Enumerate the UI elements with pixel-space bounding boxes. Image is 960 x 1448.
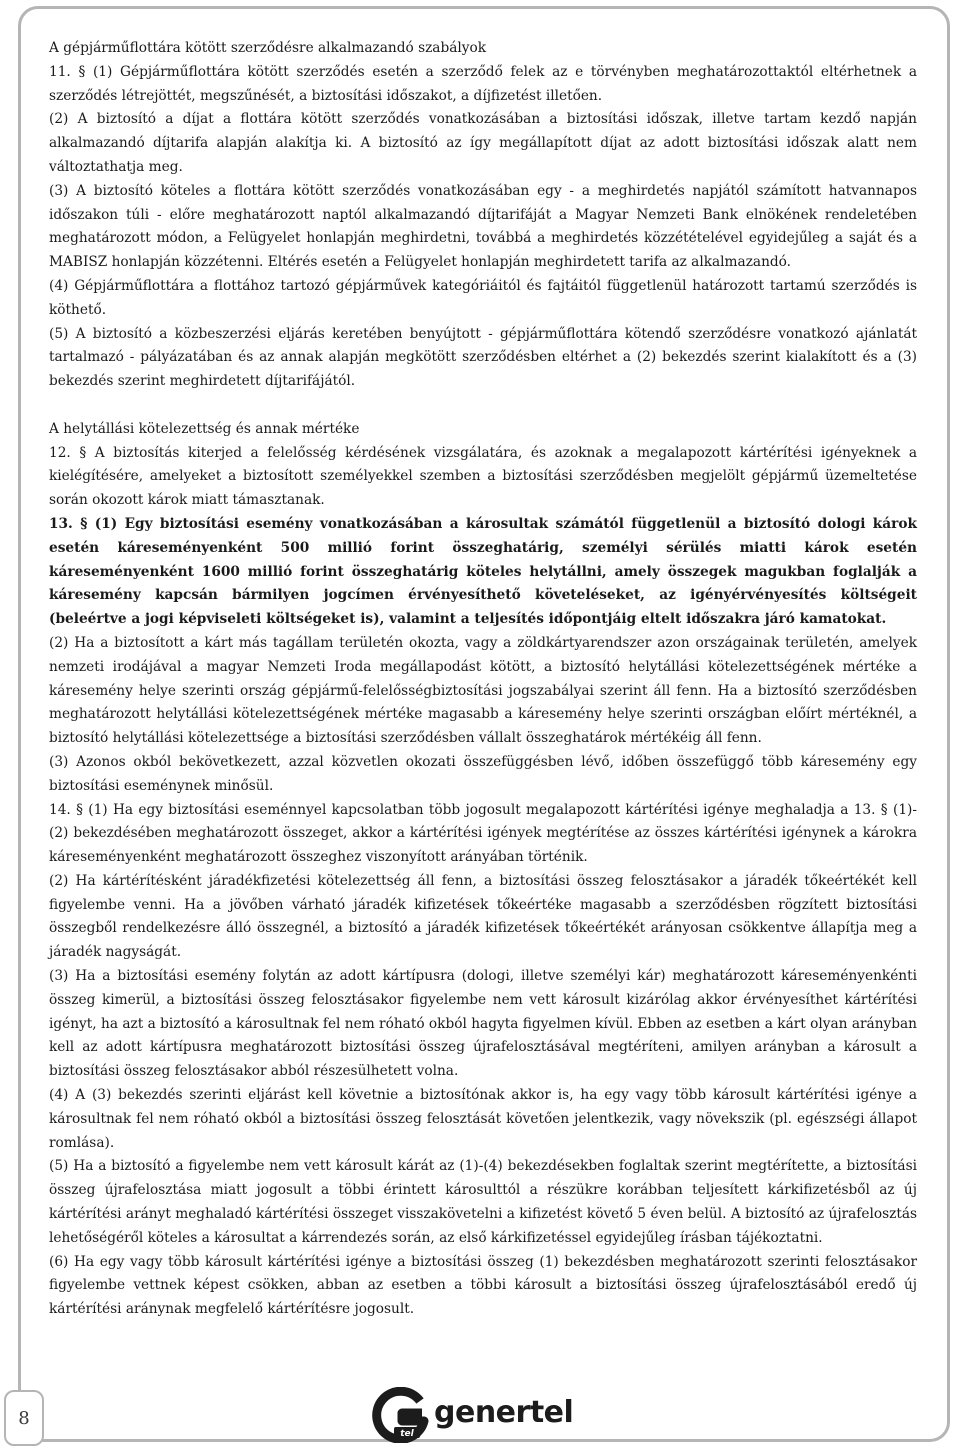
paragraph-12: 12. § A biztosítás kiterjed a felelősség kérdésének vizsgálatára, és azoknak a megalapozott kártérítési igényeknek a kielégítésére, amelyeket a biztosított személyekkel szemben a biztosítási szerződésben megjelölt gépjármű üzemeltetése során okozott károk miatt támasztanak. [49,444,917,509]
paragraph-11-2: (2) A biztosító a díjat a flottára kötött szerződés vonatkozásában a biztosítási időszak, illetve tartam kezdő napján alkalmazandó díjtarifa alapján alakítja ki. A biztosító az így megállapított díjat az adott biztosítási időszak alatt nem változtathatja meg. [49,111,917,175]
paragraph-13-3: (3) Azonos okból bekövetkezett, azzal közvetlen okozati összefüggésben lévő, időben összefüggő több káresemény egy biztosítási eseménynek minősül. [49,753,917,794]
paragraph-11-3: (3) A biztosító köteles a flottára kötött szerződés vonatkozásában egy - a meghirdetés napjától számított hatvannapos időszakon túli - előre meghatározott naptól alkalmazandó díjtarifáját a Magyar Nemzeti Bank elnökének rendeletében meghatározott módon, a Felügyelet honlapján meghirdetni, továbbá a meghirdetés közzétételével egyidejűleg a saját és a MABISZ honlapján közzétenni. Eltérés esetén a Felügyelet honlapján meghirdetett tarifa az alkalmazandó. [49,182,917,271]
svg-text:tel: tel [400,1429,414,1439]
paragraph-14-4: (4) A (3) bekezdés szerinti eljárást kell követnie a biztosítónak akkor is, ha egy vagy több károsult kártérítési igénye a károsultnak fel nem róható okból a biztosítási összeg felosztását követően jelentkezik, vagy növekszik (pl. egészségi állapot romlása). [49,1087,917,1151]
paragraph-11-1: 11. § (1) Gépjárműflottára kötött szerződés esetén a szerződő felek az e törvényben meghatározottaktól eltérhetnek a szerződés létrejöttét, megszűnését, a biztosítási időszakot, a díjfizetést illetően. [49,63,917,104]
paragraph-11-5: (5) A biztosító a közbeszerzési eljárás keretében benyújtott - gépjárműflottára kötendő szerződésre vonatkozó ajánlatát tartalmazó - pályázatában és az annak alapján megkötött szerződésben eltérhet a (2) bekezdés szerint kialakított és a (3) bekezdés szerint meghirdetett díjtarifájától. [49,325,917,390]
section-heading-helytallas: A helytállási kötelezettség és annak mértéke [49,420,360,437]
genertel-logo [372,1385,574,1445]
section-heading-flotta: A gépjárműflottára kötött szerződésre alkalmazandó szabályok [49,40,487,56]
paragraph-14-3: (3) Ha a biztosítási esemény folytán az adott kártípusra (dologi, illetve személyi kár) meghatározott káreseményenkénti összeg kimerül, a biztosítási összeg felosztásakor figyelembe nem vett károsult kizárólag akkor érvényesíthet kártérítési igényt, ha azt a biztosító a károsultnak fel nem róható okból hagyta figyelmen kívül. Ebben az esetben a kárt olyan arányban kell az adott kártípusra meghatározott biztosítási összeg újrafelosztásával megtéríteni, amilyen arányban a károsult a biztosítási összeg felosztásakor abból részesülhetett volna. [49,968,917,1080]
paragraph-13-1: 13. § (1) Egy biztosítási esemény vonatkozásában a károsultak számától függetlenül a biztosító dologi károk esetén káreseményenként 500 millió forint összeghatárig, személyi sérülés miatti károk esetén káreseményenként 1600 millió forint összeghatárig köteles helytállni, amely összegek magukban foglalják a káresemény kapcsán bármilyen jogcímen érvényesíthető követeléseket, az igényérvényesítés költségeit (beleértve a jogi képviseleti költségeket is), valamint a teljesítés időpontjáig eltelt időszakra járó kamatokat. [49,515,917,628]
page-number: 8 [4,1390,44,1446]
genertel-logo-text: genertel [434,1395,574,1430]
paragraph-13-2: (2) Ha a biztosított a kárt más tagállam területén okozta, vagy a zöldkártyarendszer azon országainak területén, amelyek nemzeti irodájával a magyar Nemzeti Iroda megállapodást kötött, a biztosító helytállási kötelezettségének mértéke a káresemény helye szerinti ország gépjármű-felelősségbiztosítási jogszabályai szerint áll fenn. Ha a biztosító szerződésben meghatározott helytállási kötelezettségének mértéke magasabb a káresemény helye szerinti országban előírt mértéknél, a biztosító helytállási kötelezettsége a biztosítási szerződésben vállalt összeghatárok mértékéig áll fenn. [49,634,917,747]
paragraph-11-4: (4) Gépjárműflottára a flottához tartozó gépjárművek kategóriáitól és fajtáitól függetlenül határozott tartamú szerződés is köthető. [49,277,917,318]
paragraph-14-1: 14. § (1) Ha egy biztosítási eseménnyel kapcsolatban több jogosult megalapozott kártérítési igénye meghaladja a 13. § (1)-(2) bekezdésében meghatározott összeget, akkor a kártérítési igények megtérítése az összes kártérítési igénynek a károkra káreseményenként meghatározott összeghez viszonyított arányában történik. [49,801,917,866]
paragraph-14-5: (5) Ha a biztosító a figyelembe nem vett károsult kárát az (1)-(4) bekezdésekben foglaltak szerint megtérítette, a biztosítási összeg újrafelosztása miatt jogosult a többi érintett károsulttól a részükre korábban teljesített kárkifizetésből az új kártérítési arányt meghaladó kártérítési összeget visszakövetelni a kifizetést követő 5 éven belül. A biztosító az újrafelosztás lehetőségéről köteles a károsultat a kárrendezés során, az első kárkifizetéssel egyidejűleg írásban tájékoztatni. [49,1158,917,1246]
paragraph-spacer [49,394,917,418]
paragraph-14-2: (2) Ha kártérítésként járadékfizetési kötelezettség áll fenn, a biztosítási összeg felosztásakor a járadék tőkeértékét kell figyelembe venni. Ha a jövőben várható járadék kifizetések tőkeértéke magasabb a szerződésben rögzített biztosítási összegből rendelkezésre álló összegnél, a biztosító a járadék kifizetések tőkeértékét arányosan csökkentve állapítja meg a járadék nagyságát. [49,872,917,961]
paragraph-14-6: (6) Ha egy vagy több károsult kártérítési igénye a biztosítási összeg (1) bekezdésben meghatározott szerinti felosztásakor figyelembe vettnek képest csökken, abban az esetben a többi károsult a biztosítási összeg újrafelosztásából eredő új kártérítési aránynak megfelelő kártérítésre jogosult. [49,1253,917,1318]
document-body [49,37,917,1322]
genertel-logo-icon [372,1387,430,1443]
